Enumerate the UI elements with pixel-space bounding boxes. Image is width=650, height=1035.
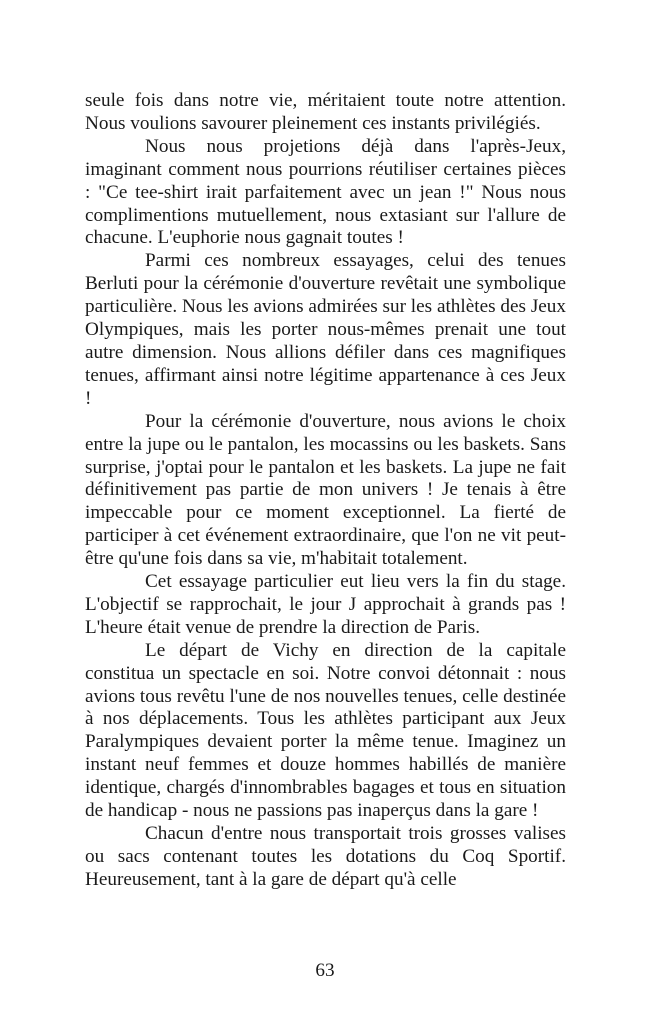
book-page-body bbox=[85, 90, 566, 892]
paragraph: Pour la cérémonie d'ouverture, nous avions le choix entre la jupe ou le pantalon, les mocassins ou les baskets. Sans surprise, j'optai pour le pantalon et les baskets. La jupe ne fait définitivement pas partie de mon univers ! Je tenais à être impeccable pour ce moment exceptionnel. La fierté de participer à cet événement extraordinaire, que l'on ne vit peut-être qu'une fois dans sa vie, m'habitait totalement. bbox=[85, 410, 566, 570]
page-number: 63 bbox=[315, 960, 335, 981]
paragraph: Le départ de Vichy en direction de la capitale constitua un spectacle en soi. Notre convoi détonnait : nous avions tous revêtu l'une de nos nouvelles tenues, celle destinée à nos déplacements. Tous les athlètes participant aux Jeux Paralympiques devaient porter la même tenue. Imaginez un instant neuf femmes et douze hommes habillés de manière identique, chargés d'innombrables bagages et tous en situation de handicap - nous ne passions pas inaperçus dans la gare ! bbox=[85, 639, 566, 822]
paragraph-continued: seule fois dans notre vie, méritaient toute notre attention. Nous voulions savourer pleinement ces instants privilégiés. bbox=[85, 90, 566, 134]
paragraph: Cet essayage particulier eut lieu vers la fin du stage. L'objectif se rapprochait, le jour J approchait à grands pas ! L'heure était venue de prendre la direction de Paris. bbox=[85, 571, 566, 638]
paragraph: Nous nous projetions déjà dans l'après-Jeux, imaginant comment nous pourrions réutiliser certaines pièces : "Ce tee-shirt irait parfaitement avec un jean !" Nous nous complimentions mutuellement, nous extasiant sur l'allure de chacune. L'euphorie nous gagnait toutes ! bbox=[85, 135, 566, 249]
paragraph: Chacun d'entre nous transportait trois grosses valises ou sacs contenant toutes les dotations du Coq Sportif. Heureusement, tant à la gare de départ qu'à celle bbox=[85, 823, 566, 890]
paragraph: Parmi ces nombreux essayages, celui des tenues Berluti pour la cérémonie d'ouverture revêtait une symbolique particulière. Nous les avions admirées sur les athlètes des Jeux Olympiques, mais les porter nous-mêmes prenait une tout autre dimension. Nous allions défiler dans ces magnifiques tenues, affirmant ainsi notre légitime appartenance à ces Jeux ! bbox=[85, 250, 566, 409]
